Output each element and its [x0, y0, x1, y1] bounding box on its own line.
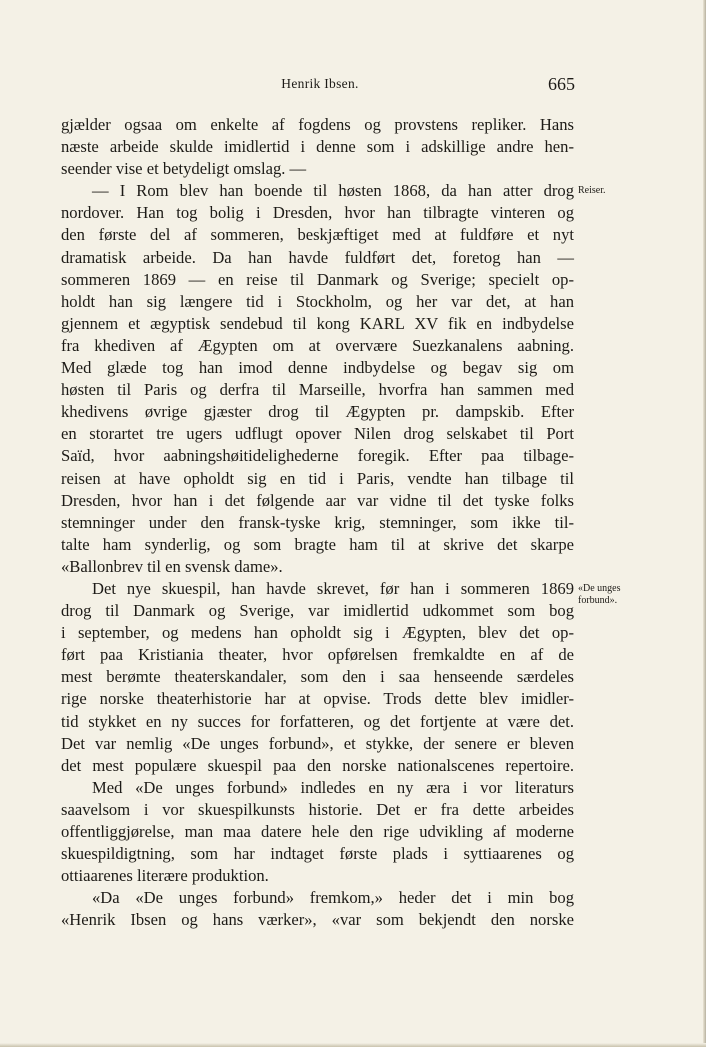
page-number: 665: [548, 74, 575, 94]
text-line: stemninger under den fransk-tyske krig, stemninger, som ikke til-: [61, 512, 574, 532]
text-line: khedivens øvrige gjæster drog til Ægypten pr. dampskib. Efter: [61, 402, 574, 422]
running-head: [0, 76, 706, 98]
margin-note: [578, 185, 606, 197]
text-line: «Henrik Ibsen og hans værker», «var som bekjendt den norske: [61, 910, 574, 930]
text-line: holdt han sig længere tid i Stockholm, og her var det, at han: [61, 291, 574, 311]
text-line: Med «De unges forbund» indledes en ny æra i vor literaturs: [92, 777, 574, 797]
text-line: «Ballonbrev til en svensk dame».: [61, 556, 283, 576]
text-line: mest berømte theaterskandaler, som den i saa henseende særdeles: [61, 667, 574, 687]
text-line: den første del af sommeren, beskjæftiget med at fuldføre et nyt: [61, 225, 574, 245]
text-line: ottiaarenes literære produktion.: [61, 866, 269, 886]
text-line: Det nye skuespil, han havde skrevet, før han i sommeren 1869: [92, 578, 574, 598]
text-line: nordover. Han tog bolig i Dresden, hvor han tilbragte vinteren og: [61, 203, 574, 223]
text-line: ført paa Kristiania theater, hvor opførelsen fremkaldte en af de: [61, 645, 574, 665]
text-line: seender vise et betydeligt omslag. —: [61, 159, 307, 179]
text-line: en storartet tre ugers udflugt opover Nilen drog selskabet til Port: [61, 424, 574, 444]
text-line: det mest populære skuespil paa den norske nationalscenes repertoire.: [61, 755, 574, 775]
margin-note-line: forbund».: [578, 595, 618, 607]
text-line: høsten til Paris og derfra til Marseille, hvorfra han sammen med: [61, 380, 574, 400]
text-line: saavelsom i vor skuespilkunsts historie. Det er fra dette arbeides: [61, 799, 574, 819]
text-line: Med glæde tog han imod denne indbydelse og begav sig om: [61, 358, 574, 378]
text-line: Dresden, hvor han i det følgende aar var vidne til det tyske folks: [61, 490, 574, 510]
body-text: [61, 114, 574, 931]
text-line: gjælder ogsaa om enkelte af fogdens og provstens repliker. Hans: [61, 115, 574, 134]
text-line: næste arbeide skulde imidlertid i denne som i adskillige andre hen-: [61, 137, 574, 157]
text-line: — I Rom blev han boende til høsten 1868, da han atter drog: [92, 181, 574, 201]
text-line: «Da «De unges forbund» fremkom,» heder det i min bog: [92, 888, 574, 908]
text-line: Saïd, hvor aabningshøitidelighederne foregik. Efter paa tilbage-: [61, 446, 574, 466]
text-line: dramatisk arbeide. Da han havde fuldført det, foretog han —: [61, 247, 574, 267]
text-line: Det var nemlig «De unges forbund», et stykke, der senere er bleven: [61, 733, 574, 753]
running-title: Henrik Ibsen.: [281, 76, 359, 91]
text-line: gjennem et ægyptisk sendebud til kong KARL XV fik en indbydelse: [61, 313, 574, 333]
text-line: tid stykket en ny succes for forfatteren, og det fortjente at være det.: [61, 711, 574, 731]
text-line: i september, og medens han opholdt sig i Ægypten, blev det op-: [61, 623, 574, 643]
text-line: offentliggjørelse, man maa datere hele den rige udvikling af moderne: [61, 822, 574, 841]
text-line: reisen at have opholdt sig en tid i Paris, vendte han tilbage til: [61, 468, 574, 488]
text-line: rige norske theaterhistorie har at opvise. Trods dette blev imidler-: [61, 689, 574, 709]
text-line: drog til Danmark og Sverige, var imidlertid udkommet som bog: [61, 601, 574, 621]
text-line: fra khediven af Ægypten om at overvære Suezkanalens aabning.: [61, 335, 574, 355]
text-line: sommeren 1869 — en reise til Danmark og Sverige; specielt op-: [61, 269, 574, 289]
margin-note-line: Reiser.: [578, 185, 606, 197]
margin-note: [578, 583, 621, 607]
page-edge-bottom: [0, 1043, 706, 1047]
margin-note-line: «De unges: [578, 583, 621, 595]
text-line: talte ham synderlig, og som bragte ham til at skrive det skarpe: [61, 534, 574, 554]
text-line: skuespildigtning, som har indtaget første plads i syttiaarenes og: [61, 844, 574, 864]
